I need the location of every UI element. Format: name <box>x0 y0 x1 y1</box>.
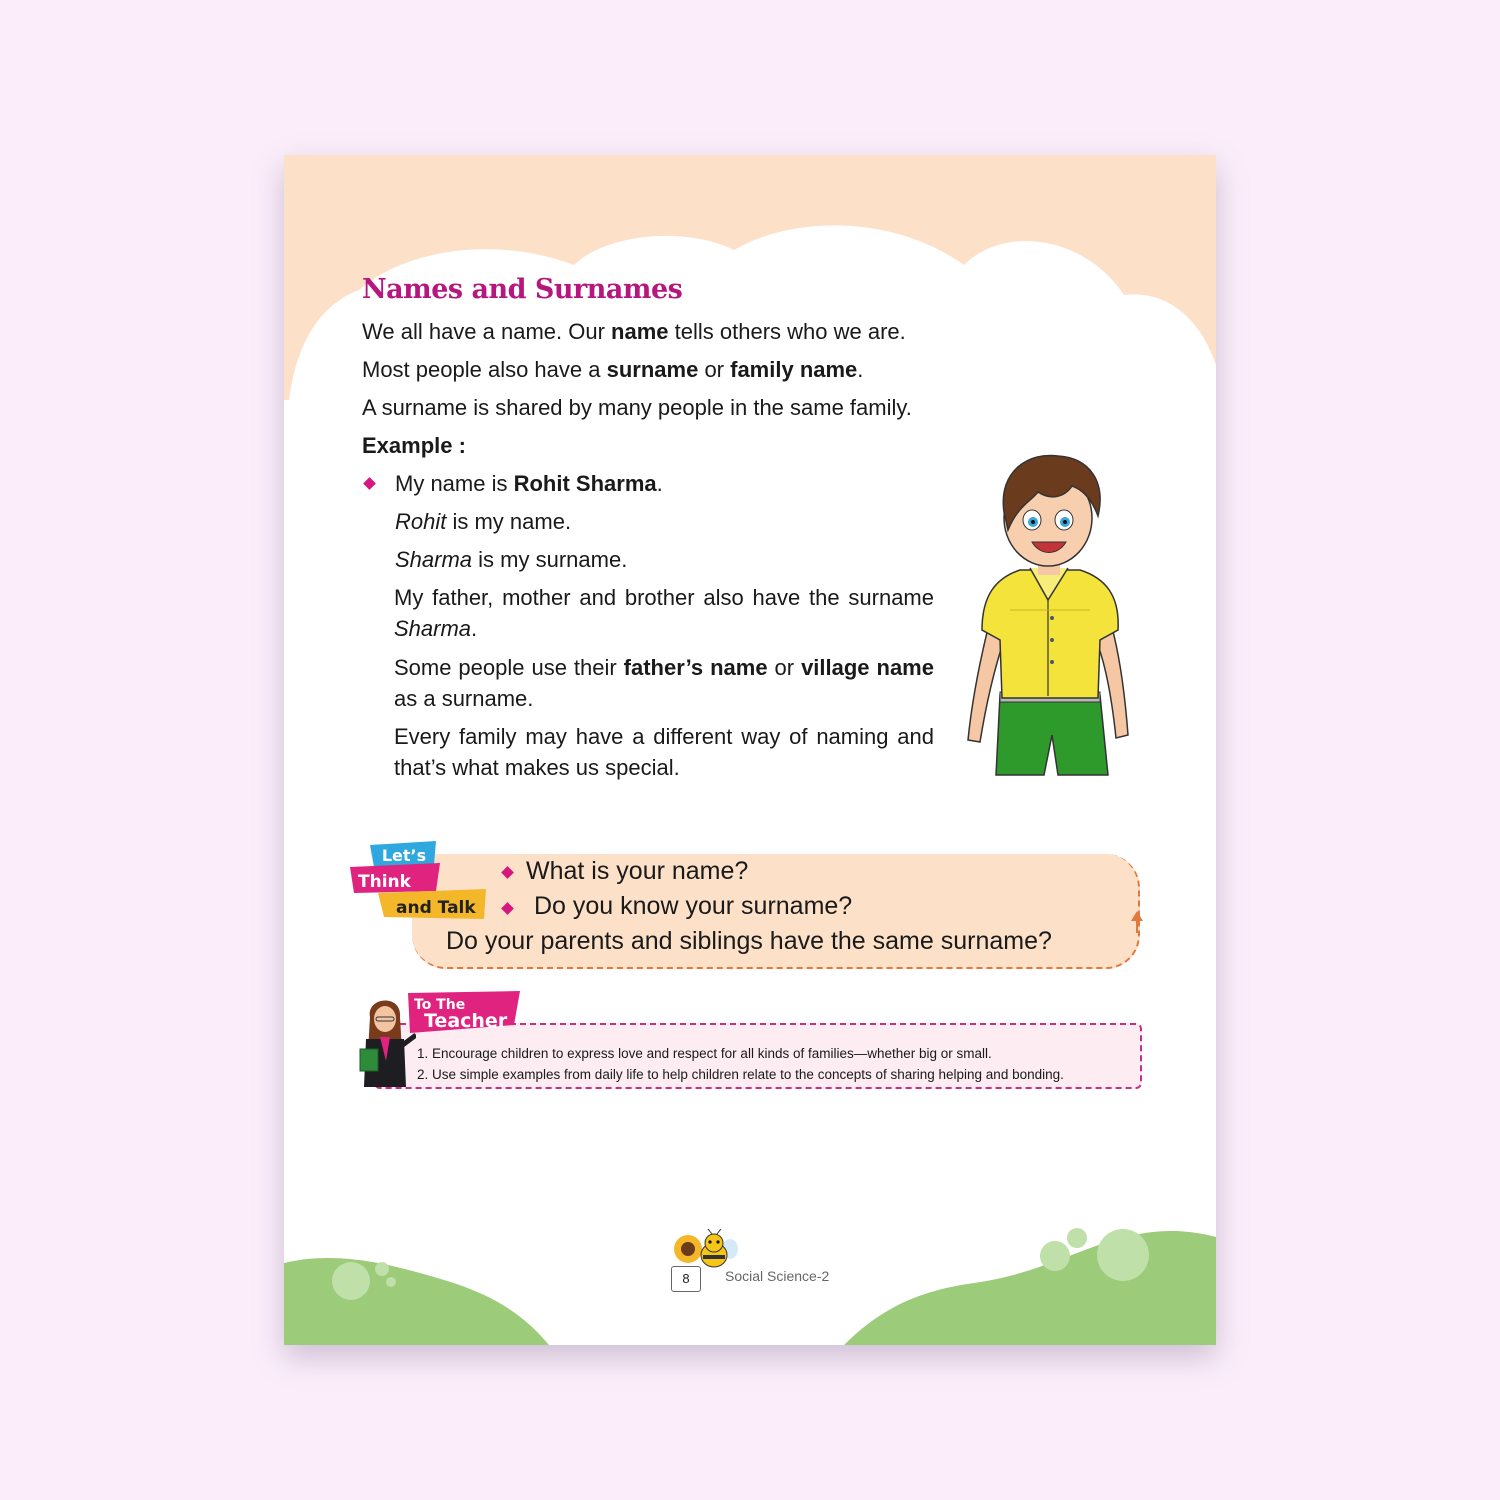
bubble <box>1067 1228 1087 1248</box>
svg-text:Teacher: Teacher <box>424 1010 508 1032</box>
think-question-2: Do you know your surname? <box>534 892 853 920</box>
example-surname-source-para: Some people use their father’s name or village name as a surname. <box>394 655 934 711</box>
page-title: Names and Surnames <box>362 274 683 305</box>
intro-line-2: Most people also have a surname or family name. <box>362 357 864 382</box>
think-talk-badge <box>348 841 496 921</box>
book-title-footer: Social Science-2 <box>725 1268 830 1284</box>
teacher-badge <box>402 991 524 1037</box>
bubble <box>375 1262 389 1276</box>
intro-line-3: A surname is shared by many people in the same family. <box>362 395 912 420</box>
example-first-name-line: Rohit is my name. <box>395 509 572 534</box>
svg-text:Think: Think <box>358 872 411 892</box>
example-family-para: My father, mother and brother also have the surname Sharma. <box>394 585 934 641</box>
svg-text:and Talk: and Talk <box>396 898 476 918</box>
bubble <box>386 1277 396 1287</box>
bubble <box>332 1262 370 1300</box>
sunflower-icon <box>674 1235 702 1263</box>
svg-text:To The: To The <box>414 997 466 1013</box>
green-hill-left <box>284 1258 549 1345</box>
example-label: Example : <box>362 433 466 458</box>
teacher-note-2: 2. Use simple examples from daily life to help children relate to the concepts of sharing helping and bonding. <box>417 1067 1064 1082</box>
example-name-line: My name is Rohit Sharma. <box>395 471 663 496</box>
teacher-illustration <box>356 991 416 1091</box>
example-special-para: Every family may have a different way of naming and that’s what makes us special. <box>394 724 934 780</box>
bubble <box>1097 1229 1149 1281</box>
example-surname-line: Sharma is my surname. <box>395 547 628 572</box>
textbook-page <box>284 155 1216 1345</box>
boy-illustration <box>960 450 1140 780</box>
teacher-note-1: 1. Encourage children to express love and respect for all kinds of families—whether big or small. <box>417 1046 992 1061</box>
page-number: 8 <box>671 1266 701 1292</box>
green-hill-right <box>844 1231 1216 1345</box>
think-question-1: What is your name? <box>526 857 749 885</box>
arrow-up-icon <box>1129 911 1145 933</box>
svg-text:Let’s: Let’s <box>381 846 427 865</box>
think-question-3: Do your parents and siblings have the same surname? <box>446 927 1052 955</box>
bubble <box>1040 1241 1070 1271</box>
intro-line-1: We all have a name. Our name tells others who we are. <box>362 319 906 344</box>
